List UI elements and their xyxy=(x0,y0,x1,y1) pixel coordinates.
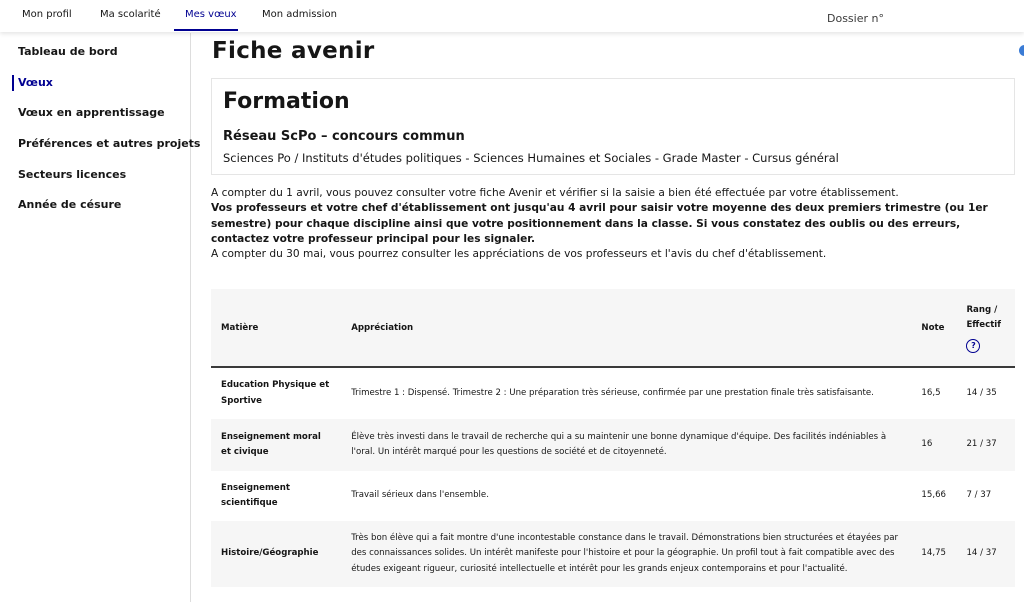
row-rank: 14 / 37 xyxy=(956,521,1015,587)
row-subject: Enseignement scientifique xyxy=(211,471,341,521)
tab-mon-profil[interactable]: Mon profil xyxy=(22,9,72,20)
formation-heading: Formation xyxy=(223,89,350,114)
sidebar-item-preferences[interactable]: Préférences et autres projets xyxy=(18,137,201,150)
row-rank: 21 / 37 xyxy=(956,419,1015,471)
formation-card xyxy=(211,78,1015,175)
header-rang-label: Rang / Effectif xyxy=(966,304,1001,330)
sidebar xyxy=(0,33,201,602)
row-comment: Trimestre 1 : Dispensé. Trimestre 2 : Une préparation très sérieuse, confirmée par une prestation finale très satisfaisante. xyxy=(341,367,911,419)
sidebar-item-tableau-de-bord[interactable]: Tableau de bord xyxy=(18,45,118,58)
table-header-row xyxy=(211,289,1015,367)
row-grade: 14,75 xyxy=(911,521,956,587)
scroll-indicator[interactable] xyxy=(1019,45,1024,56)
row-comment: Élève très investi dans le travail de recherche qui a su maintenir une bonne dynamique d'équipe. Des facilités indéniables à l'oral. Un intérêt marqué pour les questions de société et de citoyenneté. xyxy=(341,419,911,471)
dossier-number: Dossier n° xyxy=(827,12,884,25)
page-title: Fiche avenir xyxy=(212,38,375,64)
sidebar-item-annee-cesure[interactable]: Année de césure xyxy=(18,198,122,211)
grades-table xyxy=(211,289,1015,587)
row-comment: Très bon élève qui a fait montre d'une incontestable constance dans le travail. Démonstrations bien structurées et étayées par des connaissances solides. Un intérêt manifeste pour l'histoire et pour la géographie. Un profil tout à fait compatible avec des études exigeant rigueur, curiosité intellectuelle et intérêt pour les grands enjeux contemporains et pour l'actualité. xyxy=(341,521,911,587)
help-icon[interactable]: ? xyxy=(966,339,980,353)
sidebar-item-voeux-apprentissage[interactable]: Vœux en apprentissage xyxy=(18,106,165,119)
row-comment: Travail sérieux dans l'ensemble. xyxy=(341,471,911,521)
table-row xyxy=(211,471,1015,521)
info-paragraph-2: Vos professeurs et votre chef d'établissement ont jusqu'au 4 avril pour saisir votre moyenne des deux premiers trimestre (ou 1er semestre) pour chaque discipline ainsi que votre positionnement dans la classe. Si vous constatez des oublis ou des erreurs, contactez votre professeur principal pour les signaler. xyxy=(211,202,988,245)
tab-mon-admission[interactable]: Mon admission xyxy=(262,9,337,20)
row-subject: Enseignement moral et civique xyxy=(211,419,341,471)
header-rang xyxy=(956,289,1015,367)
row-subject: Education Physique et Sportive xyxy=(211,367,341,419)
table-row xyxy=(211,367,1015,419)
formation-name: Réseau ScPo – concours commun xyxy=(223,129,465,144)
sidebar-item-voeux[interactable]: Vœux xyxy=(18,76,53,89)
row-subject: Histoire/Géographie xyxy=(211,521,341,587)
formation-description: Sciences Po / Instituts d'études politiques - Sciences Humaines et Sociales - Grade Master - Cursus général xyxy=(223,151,839,165)
sidebar-active-marker xyxy=(12,75,14,91)
info-paragraph-3: A compter du 30 mai, vous pourrez consulter les appréciations de vos professeurs et l'avis du chef d'établissement. xyxy=(211,248,827,260)
top-navigation xyxy=(0,0,1024,32)
info-paragraph-1: A compter du 1 avril, vous pouvez consulter votre fiche Avenir et vérifier si la saisie a bien été effectuée par votre établissement. xyxy=(211,187,899,199)
tab-mes-voeux[interactable]: Mes vœux xyxy=(174,0,238,31)
row-grade: 16,5 xyxy=(911,367,956,419)
header-note: Note xyxy=(911,289,956,367)
table-row xyxy=(211,419,1015,471)
sidebar-item-secteurs-licences[interactable]: Secteurs licences xyxy=(18,168,127,181)
tab-ma-scolarite[interactable]: Ma scolarité xyxy=(100,9,161,20)
row-grade: 16 xyxy=(911,419,956,471)
row-rank: 7 / 37 xyxy=(956,471,1015,521)
row-grade: 15,66 xyxy=(911,471,956,521)
header-matiere: Matière xyxy=(211,289,341,367)
table-row xyxy=(211,521,1015,587)
header-appreciation: Appréciation xyxy=(341,289,911,367)
row-rank: 14 / 35 xyxy=(956,367,1015,419)
